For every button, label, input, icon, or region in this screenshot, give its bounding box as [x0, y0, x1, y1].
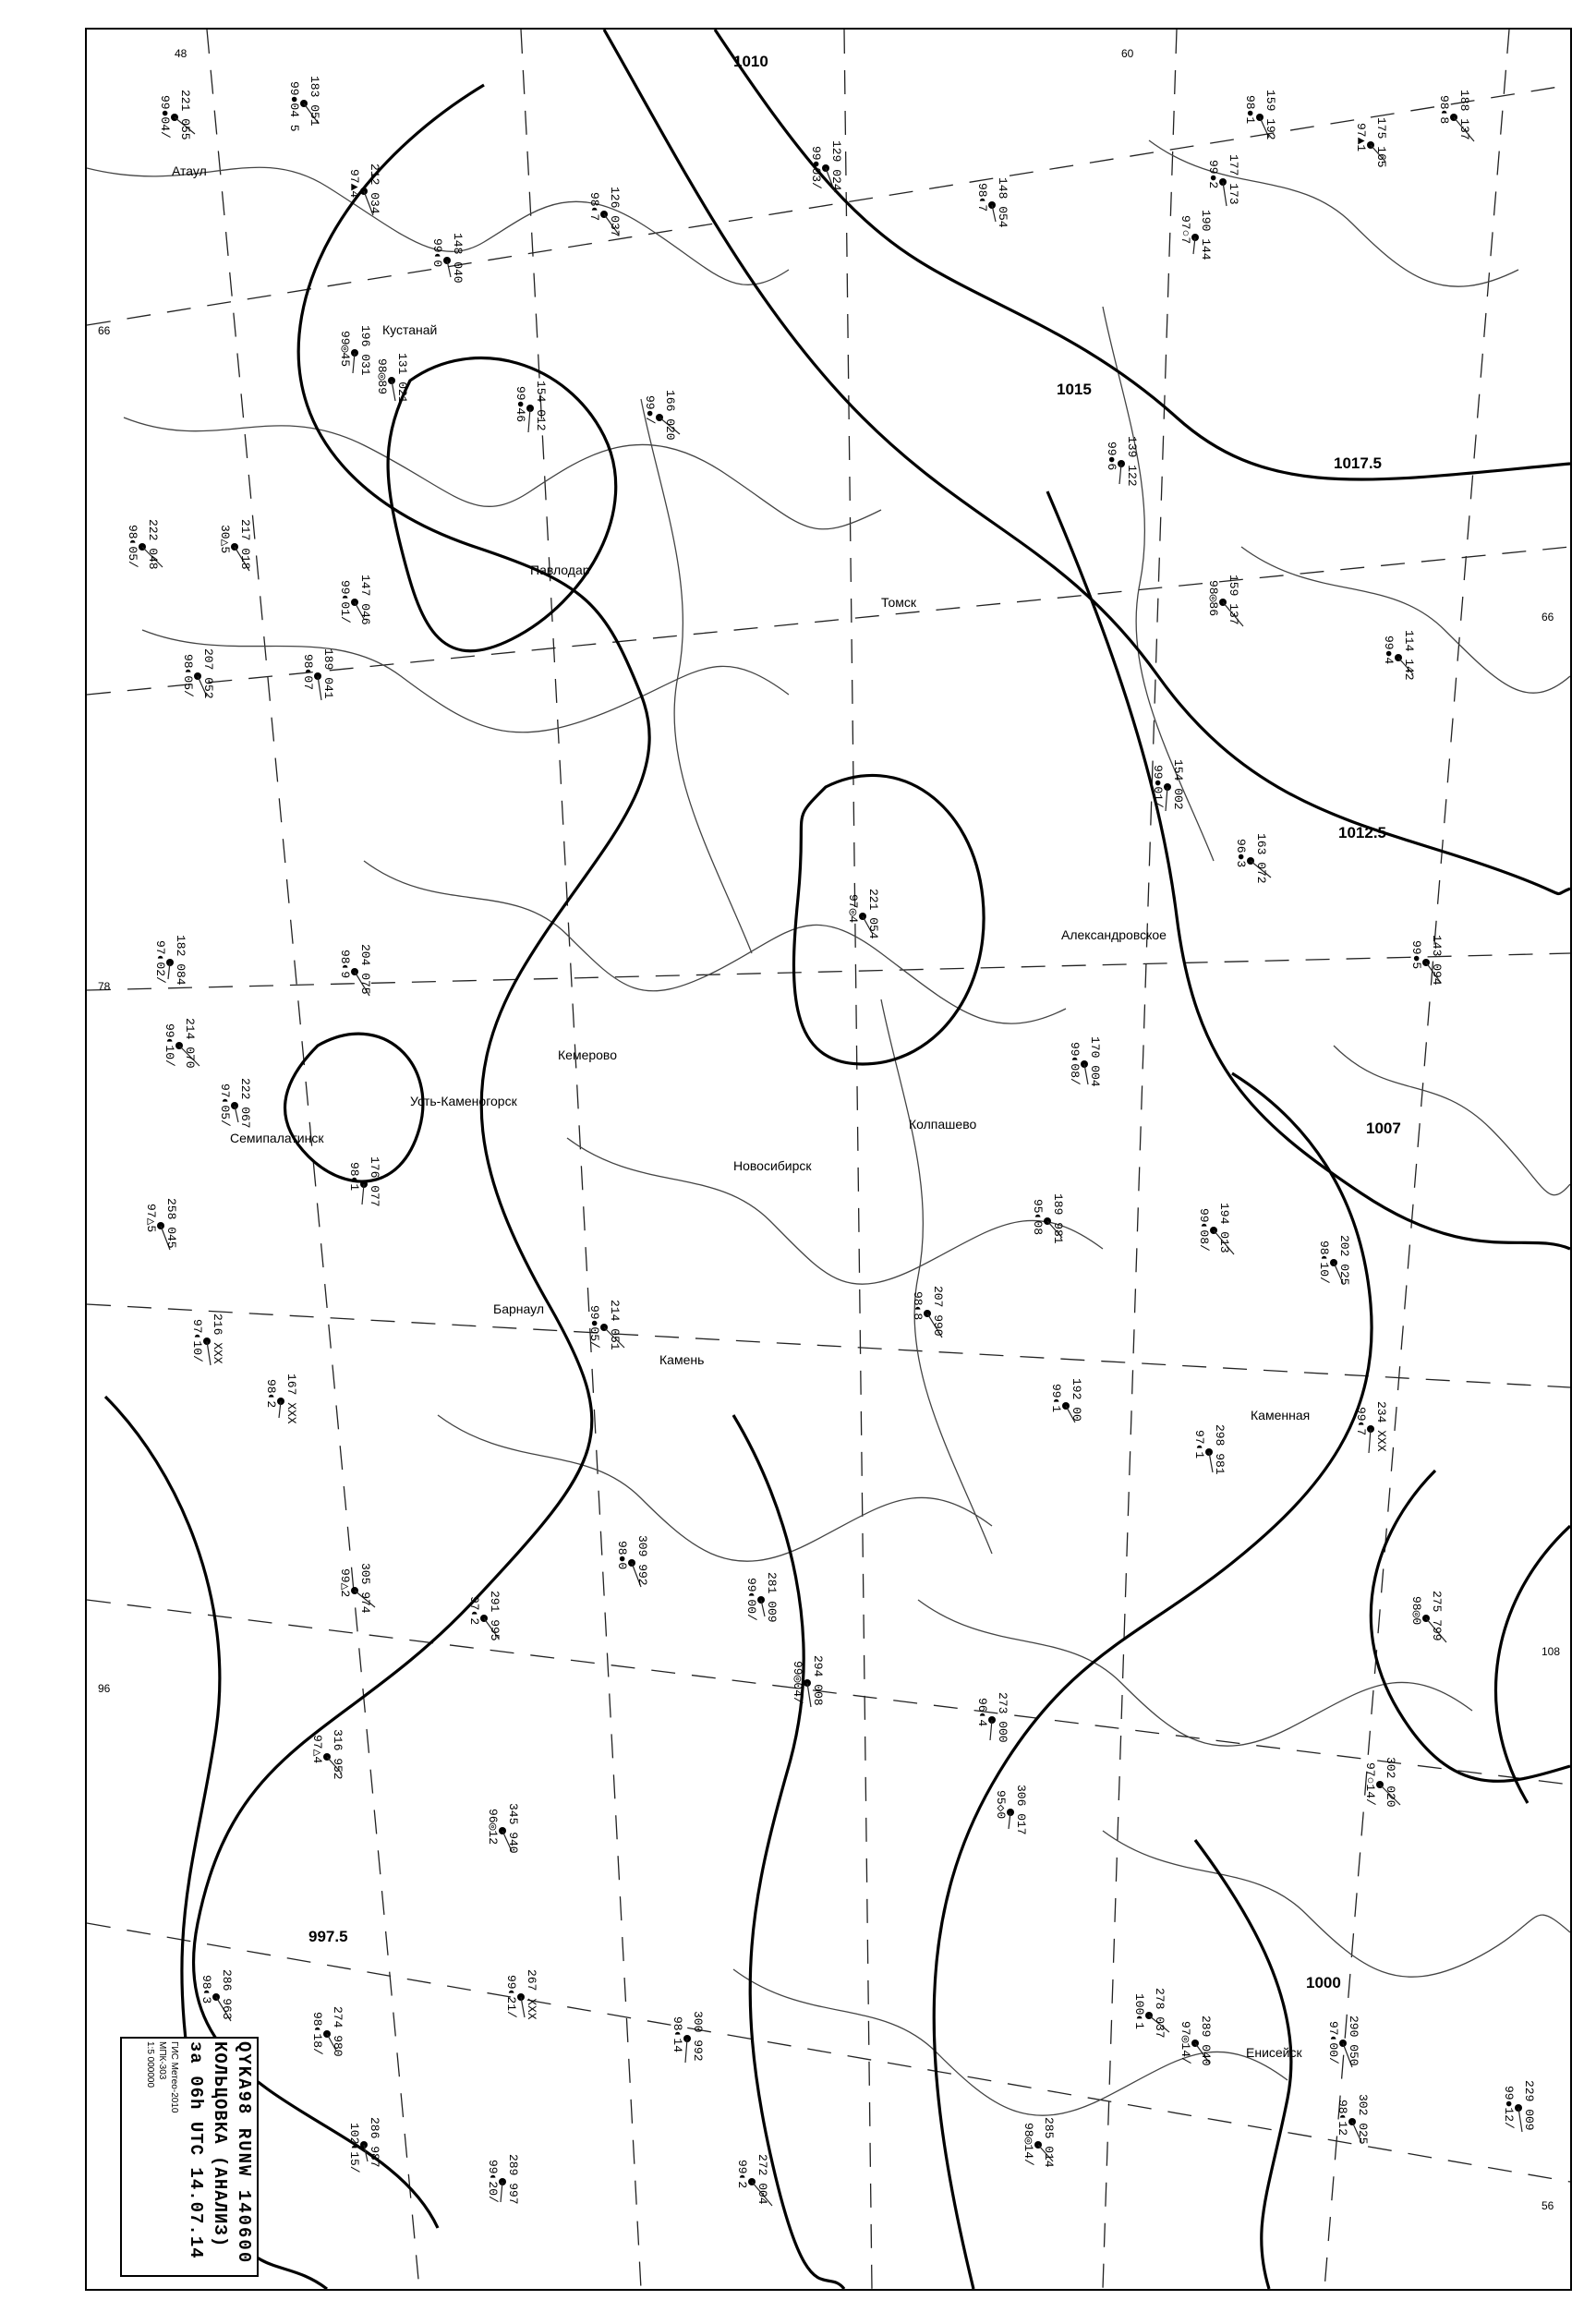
grid-number: 96 [98, 1682, 111, 1695]
station-plot [1197, 1203, 1234, 1254]
graticule-line [87, 953, 1570, 990]
station-values: 99◎04/ [791, 1661, 804, 1704]
coastline [364, 861, 1066, 1023]
station-code: 272 004 [756, 2154, 769, 2205]
station-values: 98◐7 [587, 192, 601, 222]
station-values: 98◐14 [671, 2016, 684, 2053]
station-values: 99◐7 [1354, 1407, 1368, 1436]
station-values: 97◎4 [846, 894, 860, 924]
isobar-label: 1000 [1306, 1974, 1341, 1991]
station-plot [514, 381, 548, 432]
isobar-1000 [733, 1415, 844, 2289]
station-values: 99◐21/ [504, 1975, 518, 2018]
station-plot [190, 1313, 224, 1365]
station-code: 147 046 [358, 575, 372, 625]
city-label: Камень [659, 1352, 705, 1367]
city-label: Семипалатинск [230, 1131, 324, 1145]
station-code: 154 002 [1171, 759, 1185, 810]
isobar-1010 [194, 85, 650, 2228]
station-code: 212 034 [368, 163, 381, 214]
station-values: 99●03/ [809, 146, 823, 189]
station-plot [287, 76, 321, 132]
station-plot [1243, 90, 1277, 140]
station-values: 99◐01/ [338, 580, 352, 623]
station-plot [1336, 2094, 1370, 2145]
station-plot [1206, 575, 1243, 626]
city-label: Александровское [1061, 927, 1167, 942]
station-plot [1151, 759, 1185, 811]
station-values: 97◐02/ [153, 940, 167, 984]
station-code: 175 165 [1374, 117, 1388, 168]
station-values: 98◐12 [1336, 2100, 1349, 2137]
station-code: 273 000 [996, 1692, 1010, 1743]
station-code: 202 025 [1337, 1235, 1351, 1286]
station-plot [310, 2006, 345, 2057]
isobar-1005 [1371, 1471, 1570, 1781]
station-code: 177 173 [1227, 154, 1240, 205]
wind-barb [1223, 182, 1227, 206]
station-values: 97◐00/ [1326, 2021, 1340, 2064]
wind-barb [807, 1683, 811, 1707]
city-label: Новосибирск [733, 1158, 812, 1173]
station-values: 97▲1 [1354, 123, 1368, 152]
station-plot [1179, 210, 1213, 260]
station-plot [504, 1969, 538, 2020]
map-canvas [87, 30, 1570, 2289]
isobar-label: 1015 [1057, 381, 1092, 398]
station-plot [1068, 1036, 1102, 1087]
station-values: 97○7 [1179, 215, 1192, 245]
station-plot [467, 1591, 502, 1641]
isobar-1015 [604, 30, 1570, 894]
station-plot [347, 163, 381, 215]
station-code: 286 963 [220, 1969, 234, 2020]
station-code: 159 192 [1264, 90, 1277, 140]
station-plot [1206, 154, 1240, 206]
station-values: 97△5 [144, 1204, 158, 1233]
station-values: 102◐15/ [347, 2123, 361, 2173]
station-plot [200, 1969, 234, 2021]
station-code: 214 051 [608, 1300, 622, 1350]
station-code: 300 992 [691, 2011, 705, 2062]
isobar-label: 997.5 [308, 1928, 348, 1945]
station-code: 189 041 [321, 648, 335, 699]
title-software: ГИС Метео-2010 [169, 2041, 179, 2113]
grid-number: 48 [175, 47, 187, 60]
title-datetime: за 06h UTC 14.07.14 [186, 2041, 206, 2259]
station-code: 159 137 [1227, 575, 1240, 625]
coastline [1103, 1831, 1570, 1977]
station-values: 98◐1 [347, 1162, 361, 1192]
station-code: 229 009 [1522, 2080, 1536, 2131]
isobars [105, 30, 1570, 2289]
station-code: 196 031 [358, 325, 372, 376]
coastline [438, 1415, 992, 1561]
station-code: 298 981 [1213, 1424, 1227, 1475]
station-plot [809, 140, 843, 192]
station-code: 275 799 [1430, 1591, 1444, 1641]
city-label: Кемерово [558, 1047, 617, 1062]
station-values: 99◐2 [735, 2160, 749, 2189]
coastlines [87, 140, 1570, 2115]
station-plot [338, 944, 372, 996]
station-plot [975, 177, 1010, 228]
station-plot [1049, 1378, 1083, 1422]
station-plot [735, 2154, 772, 2206]
grid-number: 108 [1542, 1645, 1561, 1658]
station-plot [126, 519, 163, 570]
station-code: 192 00 [1070, 1378, 1083, 1422]
graticule-line [1324, 30, 1509, 2289]
station-plot [615, 1535, 649, 1587]
station-code: 204 075 [358, 944, 372, 995]
graticule-line [87, 1304, 1570, 1387]
wind-barb [1166, 787, 1167, 811]
station-code: 163 072 [1254, 833, 1268, 884]
wind-barb [1518, 2108, 1522, 2132]
station-plot [975, 1692, 1010, 1743]
coastline [142, 630, 789, 732]
station-plot [301, 648, 335, 700]
station-code: 258 045 [164, 1198, 178, 1249]
station-values: 99△2 [338, 1568, 352, 1598]
station-plot [744, 1572, 779, 1623]
station-code: 281 009 [765, 1572, 779, 1623]
station-plot [153, 935, 187, 986]
station-plot [144, 1198, 178, 1250]
station-code: 148 040 [451, 233, 465, 284]
city-label: Кустанай [382, 322, 438, 337]
station-code: 170 004 [1088, 1036, 1102, 1087]
station-code: 167 XXX [284, 1374, 298, 1424]
station-code: 126 037 [608, 187, 622, 237]
wind-barb [207, 1341, 211, 1365]
coastline [87, 167, 789, 284]
grid-number: 60 [1121, 47, 1134, 60]
station-code: 278 037 [1153, 1988, 1167, 2039]
station-plot [1502, 2080, 1536, 2132]
station-values: 98●0 [615, 1541, 629, 1570]
station-code: 291 995 [488, 1591, 502, 1641]
river [641, 399, 752, 953]
station-values: 98◐05/ [181, 654, 195, 697]
title-device: МПК-303 [157, 2041, 167, 2080]
station-code: 234 XXX [1374, 1401, 1388, 1452]
station-values: 97◐05/ [218, 1083, 232, 1127]
station-code: 131 021 [395, 353, 409, 404]
station-values: 99◐10/ [163, 1023, 176, 1067]
station-code: 214 070 [183, 1018, 197, 1069]
station-plot [1105, 436, 1139, 487]
station-code: 166 020 [663, 390, 677, 441]
title-scale: 1:5 000000 [145, 2041, 155, 2088]
station-values: 98◐2 [264, 1379, 278, 1409]
station-values: 99●12/ [1502, 2086, 1516, 2129]
station-values: 99◐00/ [744, 1578, 758, 1621]
station-values: 98◐8 [1437, 95, 1451, 125]
station-code: 221 054 [866, 889, 880, 939]
station-values: 97◐2 [467, 1596, 481, 1626]
isobar-label: 1012.5 [1338, 824, 1386, 841]
station-code: 207 990 [931, 1286, 945, 1337]
station-values: 97△4 [310, 1735, 324, 1764]
station-plot [264, 1374, 298, 1424]
station-values: 97◐10/ [190, 1319, 204, 1362]
city-label: Барнаул [493, 1301, 544, 1316]
station-plot [1437, 90, 1474, 141]
station-values: 98◐9 [338, 950, 352, 979]
station-values: 99●6 [1105, 442, 1118, 471]
station-plot [791, 1655, 825, 1707]
station-values: 96◐4 [975, 1698, 989, 1727]
station-plots [126, 76, 1536, 2206]
station-values: 99●/ [643, 395, 657, 425]
station-plot [1354, 1401, 1388, 1453]
station-code: 217 018 [238, 519, 252, 570]
city-label: Каменная [1251, 1408, 1311, 1422]
station-plot [338, 1563, 375, 1614]
station-values: 98◐3 [200, 1975, 213, 2004]
station-code: 189 981 [1051, 1193, 1065, 1244]
station-plot [430, 233, 465, 284]
isobar-label: 1007 [1366, 1120, 1401, 1137]
station-plot [1409, 935, 1444, 986]
station-plot [1192, 1424, 1227, 1475]
station-plot [587, 187, 622, 237]
station-code: 143 094 [1430, 935, 1444, 986]
station-values: 98◐8 [911, 1291, 925, 1321]
station-code: 305 974 [358, 1563, 372, 1614]
isobar-labels [308, 53, 1401, 1991]
map-title-box [120, 2037, 259, 2277]
station-values: 98◎0 [1409, 1596, 1423, 1626]
station-values: 99◐0 [430, 238, 444, 268]
station-plot [1132, 1988, 1169, 2039]
station-values: 98●1 [1243, 95, 1257, 125]
city-label: Колпашево [909, 1117, 977, 1132]
station-plot [911, 1286, 945, 1338]
station-code: 221 055 [178, 90, 192, 140]
station-code: 285 014 [1042, 2117, 1056, 2168]
station-values: 98◐07 [301, 654, 315, 691]
title-code: QYKA98 RUNW 140600 [234, 2041, 254, 2265]
station-code: 289 997 [506, 2154, 520, 2205]
station-values: 96◎12 [486, 1809, 500, 1846]
station-values: 98◐05/ [126, 525, 139, 568]
station-code: 148 054 [996, 177, 1010, 228]
station-code: 114 142 [1402, 630, 1416, 681]
station-values: 100◐1 [1132, 1993, 1146, 2030]
station-code: 289 040 [1199, 2016, 1213, 2066]
station-code: 222 067 [238, 1078, 252, 1129]
station-plot [338, 575, 372, 625]
station-values: 96●3 [1234, 839, 1248, 868]
wind-barb [685, 2039, 687, 2063]
station-values: 98◐7 [975, 183, 989, 212]
station-code: 286 987 [368, 2117, 381, 2168]
station-values: 99◎45 [338, 331, 352, 368]
isobar-low-3 [285, 1034, 423, 1181]
station-plot [1317, 1235, 1351, 1286]
station-plot [338, 325, 372, 376]
isobar-1003 [1495, 1526, 1570, 1803]
station-values: 97○14/ [1363, 1762, 1377, 1806]
station-plot [846, 889, 880, 939]
graticule-line [844, 30, 872, 2289]
station-values: 98◐18/ [310, 2012, 324, 2055]
station-values: 99●5 [1409, 940, 1423, 970]
station-values: 98◎86 [1206, 580, 1220, 617]
station-values: 99●04/ [158, 95, 172, 139]
station-code: 274 980 [331, 2006, 345, 2057]
station-values: 99●4 [1382, 636, 1396, 665]
isobar-1007 [934, 1073, 1372, 2289]
station-plot [181, 648, 215, 699]
grid-number: 56 [1542, 2199, 1554, 2212]
weather-map [85, 28, 1572, 2291]
station-plot [347, 2117, 381, 2173]
station-plot [1234, 833, 1271, 884]
isobar-label: 1017.5 [1334, 454, 1382, 472]
station-values: 30△5 [218, 525, 232, 554]
city-label: Атаул [172, 163, 207, 178]
station-plot [1382, 630, 1416, 681]
station-values: 99◐08/ [1068, 1042, 1082, 1085]
station-values: 99◐08/ [1197, 1208, 1211, 1252]
graticule-line [521, 30, 641, 2289]
city-label: Усть-Каменогорск [410, 1094, 517, 1108]
station-code: 216 XXX [211, 1313, 224, 1364]
station-code: 267 XXX [525, 1969, 538, 2020]
station-plot [994, 1785, 1028, 1835]
station-code: 183 051 [308, 76, 321, 127]
station-plot [587, 1300, 624, 1350]
station-plot [671, 2011, 705, 2063]
station-code: 302 020 [1384, 1757, 1397, 1808]
station-plot [347, 1156, 381, 1207]
station-code: 316 952 [331, 1729, 345, 1780]
station-code: 207 052 [201, 648, 215, 699]
station-values: 97◐1 [1192, 1430, 1206, 1459]
station-code: 309 992 [635, 1535, 649, 1586]
station-plot [1354, 117, 1388, 168]
station-values: 99◐20/ [486, 2160, 500, 2203]
station-values: 95◐08 [1031, 1199, 1045, 1236]
station-values: 99●05/ [587, 1305, 601, 1349]
station-plot [163, 1018, 200, 1069]
station-values: 98◎89 [375, 358, 389, 395]
station-plot [218, 1078, 252, 1129]
station-code: 154 012 [534, 381, 548, 431]
station-code: 294 008 [811, 1655, 825, 1706]
station-values: 99◐1 [1049, 1384, 1063, 1413]
city-label: Томск [881, 595, 916, 610]
grid-numbers [98, 47, 1560, 2212]
wind-barb [1369, 1429, 1371, 1453]
station-plot [218, 519, 252, 571]
station-plot [1409, 1591, 1446, 1642]
station-values: 99●04 5 [287, 81, 301, 132]
station-values: 97▲4 [347, 169, 361, 199]
station-plot [158, 90, 195, 140]
graticule-line [87, 1600, 1570, 1785]
station-plot [1179, 2016, 1213, 2066]
station-values: 95◇0 [994, 1790, 1008, 1820]
wind-barb [528, 408, 530, 432]
city-label: Павлодар [530, 563, 590, 577]
wind-barb [318, 676, 321, 700]
station-values: 99●01/ [1151, 765, 1165, 808]
grid-number: 66 [1542, 611, 1554, 623]
isobar-label: 1010 [733, 53, 768, 70]
station-plot [1022, 2117, 1056, 2168]
station-values: 99●2 [1206, 160, 1220, 189]
coastline [567, 1138, 1103, 1284]
station-code: 345 940 [506, 1803, 520, 1854]
station-plot [1363, 1757, 1400, 1808]
station-code: 190 144 [1199, 210, 1213, 260]
station-code: 139 122 [1125, 436, 1139, 487]
station-code: 188 137 [1457, 90, 1471, 140]
station-code: 129 024 [829, 140, 843, 191]
grid-number: 78 [98, 980, 111, 993]
station-plot [310, 1729, 345, 1780]
station-code: 194 013 [1217, 1203, 1231, 1253]
station-values: 98◎14/ [1022, 2123, 1035, 2166]
station-plot [375, 353, 409, 404]
station-values: 97◎14/ [1179, 2021, 1192, 2064]
station-plot [486, 2154, 520, 2205]
station-code: 306 017 [1014, 1785, 1028, 1835]
station-values: 99●46 [514, 386, 527, 423]
station-code: 290 050 [1347, 2016, 1360, 2066]
station-code: 176 077 [368, 1156, 381, 1207]
station-plot [486, 1803, 520, 1854]
station-values: 98◐10/ [1317, 1241, 1331, 1284]
title-station: КОЛЬЦОВКА (АНАЛИЗ) [210, 2041, 230, 2248]
isobar-low-2 [793, 775, 984, 1064]
station-code: 182 084 [174, 935, 187, 986]
station-plot [1031, 1193, 1065, 1244]
map-title [125, 2041, 254, 2272]
isobar-1012 [1047, 491, 1570, 1249]
coastline [124, 418, 881, 529]
grid-number: 66 [98, 324, 111, 337]
city-label: Енисейск [1246, 2045, 1302, 2060]
station-code: 222 048 [146, 519, 160, 570]
station-code: 302 025 [1356, 2094, 1370, 2145]
